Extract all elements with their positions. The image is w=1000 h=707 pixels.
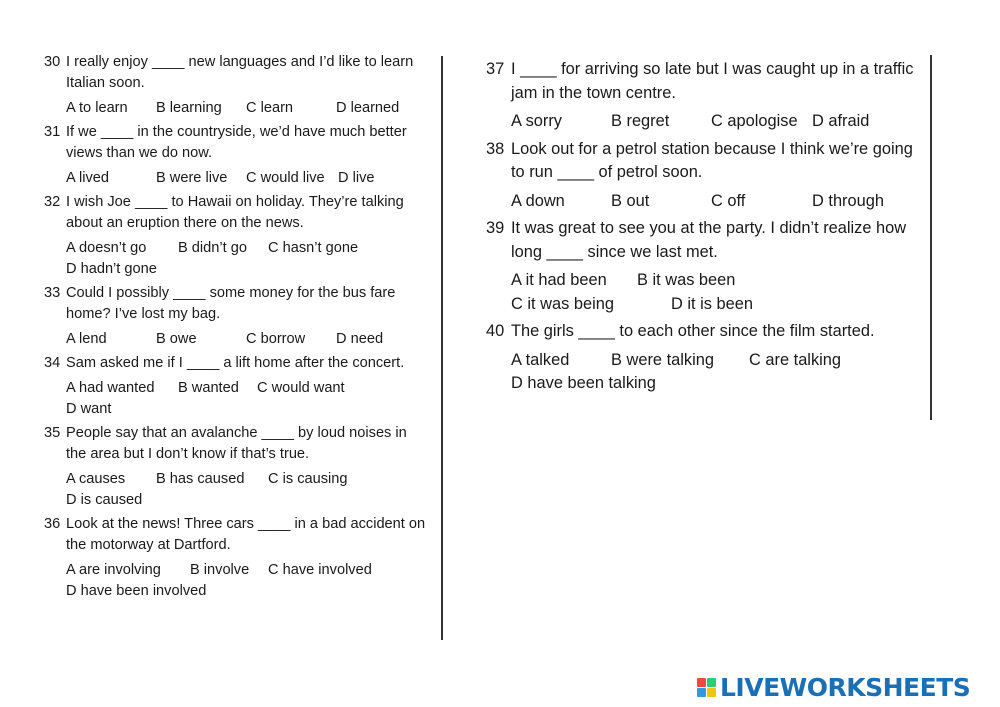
answer-option-d: D want bbox=[66, 401, 112, 417]
answer-option-d: D have been involved bbox=[66, 583, 207, 599]
answer-option-c: C have involved bbox=[268, 562, 372, 578]
answer-option-b: B out bbox=[611, 191, 650, 210]
left-column-divider bbox=[441, 56, 443, 640]
question-38 bbox=[486, 138, 916, 214]
question-number: 33 bbox=[44, 285, 61, 301]
answer-option-b: B involve bbox=[190, 562, 250, 578]
question-number: 35 bbox=[44, 425, 61, 441]
answer-option-b: B wanted bbox=[178, 380, 239, 396]
answer-option-b: B regret bbox=[611, 112, 670, 130]
question-number: 36 bbox=[44, 516, 61, 532]
liveworksheets-logo bbox=[697, 672, 970, 702]
question-33 bbox=[44, 283, 429, 350]
question-text: I wish Joe ____ to Hawaii on holiday. They’re talking about an eruption there on the news. bbox=[66, 194, 404, 231]
question-text: Look at the news! Three cars ____ in a bad accident on the motorway at Dartford. bbox=[66, 516, 426, 553]
answer-option-a: A talked bbox=[511, 350, 570, 369]
question-text: It was great to see you at the party. I didn’t realize how long ____ since we last met. bbox=[511, 219, 907, 261]
question-text: Sam asked me if I ____ a lift home after the concert. bbox=[66, 355, 405, 371]
right-question-column bbox=[486, 58, 916, 400]
logo-block-green bbox=[707, 678, 716, 687]
answer-options bbox=[44, 98, 429, 119]
question-35 bbox=[44, 423, 429, 511]
answer-option-c: C would want bbox=[257, 380, 345, 396]
question-text: People say that an avalanche ____ by loud noises in the area but I don’t know if that’s true. bbox=[66, 425, 407, 462]
answer-option-c: C are talking bbox=[749, 350, 842, 369]
answer-options bbox=[486, 190, 916, 214]
question-number: 40 bbox=[486, 322, 505, 340]
answer-option-d: D is caused bbox=[66, 492, 143, 508]
answer-option-d: D through bbox=[812, 191, 884, 210]
logo-text: LIVEWORKSHEETS bbox=[720, 672, 971, 702]
answer-option-a: A to learn bbox=[66, 100, 128, 116]
answer-option-c: C off bbox=[711, 191, 746, 210]
answer-option-d: D live bbox=[338, 170, 375, 186]
answer-option-d: D need bbox=[336, 331, 384, 347]
logo-block-red bbox=[697, 678, 706, 687]
answer-option-d: D afraid bbox=[812, 112, 870, 130]
right-column-divider bbox=[930, 55, 932, 420]
question-40 bbox=[486, 320, 916, 396]
question-number: 32 bbox=[44, 194, 61, 210]
question-number: 31 bbox=[44, 124, 61, 140]
question-number: 38 bbox=[486, 139, 505, 158]
answer-option-b: B it was been bbox=[637, 271, 736, 289]
answer-options bbox=[44, 168, 429, 189]
answer-option-a: A sorry bbox=[511, 112, 563, 130]
answer-option-d: D it is been bbox=[671, 294, 753, 313]
left-question-column bbox=[44, 52, 429, 605]
answer-options bbox=[486, 269, 916, 316]
question-text: I really enjoy ____ new languages and I’d like to learn Italian soon. bbox=[66, 54, 414, 91]
question-text: The girls ____ to each other since the film started. bbox=[511, 322, 875, 340]
answer-option-a: A had wanted bbox=[66, 380, 155, 396]
answer-option-b: B owe bbox=[156, 331, 197, 347]
answer-options bbox=[44, 560, 429, 602]
question-30 bbox=[44, 52, 429, 119]
logo-blocks-icon bbox=[697, 678, 716, 697]
answer-options bbox=[44, 469, 429, 511]
answer-options bbox=[44, 378, 429, 420]
question-34 bbox=[44, 353, 429, 420]
answer-option-c: C it was being bbox=[511, 294, 614, 313]
question-text: Look out for a petrol station because I think we’re going to run ____ of petrol soon. bbox=[511, 139, 913, 181]
answer-option-c: C is causing bbox=[268, 471, 348, 487]
question-36 bbox=[44, 514, 429, 602]
question-text: I ____ for arriving so late but I was caught up in a traffic jam in the town centre. bbox=[511, 60, 914, 102]
answer-option-b: B didn’t go bbox=[178, 240, 247, 256]
answer-option-b: B were live bbox=[156, 170, 228, 186]
logo-block-yellow bbox=[707, 688, 716, 697]
answer-option-a: A are involving bbox=[66, 562, 161, 578]
answer-options bbox=[44, 329, 429, 350]
logo-block-blue bbox=[697, 688, 706, 697]
answer-option-b: B learning bbox=[156, 100, 222, 116]
question-39 bbox=[486, 217, 916, 316]
answer-option-c: C learn bbox=[246, 100, 294, 116]
question-32 bbox=[44, 192, 429, 280]
answer-option-d: D hadn’t gone bbox=[66, 261, 157, 277]
answer-option-a: A lived bbox=[66, 170, 109, 186]
question-number: 34 bbox=[44, 355, 61, 371]
answer-option-b: B has caused bbox=[156, 471, 245, 487]
answer-option-c: C apologise bbox=[711, 112, 798, 130]
answer-option-c: C borrow bbox=[246, 331, 306, 347]
answer-option-a: A doesn’t go bbox=[66, 240, 147, 256]
answer-options bbox=[44, 238, 429, 280]
answer-option-a: A causes bbox=[66, 471, 126, 487]
answer-option-d: D learned bbox=[336, 100, 400, 116]
answer-option-b: B were talking bbox=[611, 350, 714, 369]
question-37 bbox=[486, 58, 916, 134]
answer-option-d: D have been talking bbox=[511, 374, 656, 392]
answer-options bbox=[486, 349, 916, 396]
question-number: 37 bbox=[486, 60, 505, 78]
answer-options bbox=[486, 110, 916, 134]
question-text: If we ____ in the countryside, we’d have much better views than we do now. bbox=[66, 124, 407, 161]
answer-option-a: A it had been bbox=[511, 271, 607, 289]
answer-option-c: C hasn’t gone bbox=[268, 240, 359, 256]
answer-option-a: A down bbox=[511, 191, 565, 210]
question-number: 39 bbox=[486, 219, 505, 237]
question-text: Could I possibly ____ some money for the bus fare home? I’ve lost my bag. bbox=[66, 285, 396, 322]
answer-option-a: A lend bbox=[66, 331, 107, 347]
answer-option-c: C would live bbox=[246, 170, 325, 186]
question-31 bbox=[44, 122, 429, 189]
question-number: 30 bbox=[44, 54, 61, 70]
